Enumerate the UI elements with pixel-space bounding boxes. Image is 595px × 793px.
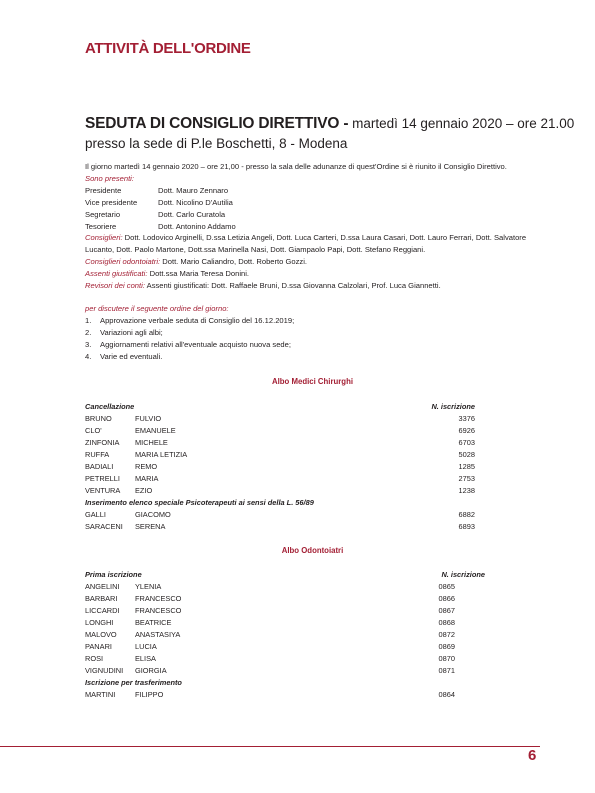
subsection-label: Inserimento elenco speciale Psicoterapeuti ai sensi della L. 56/89 xyxy=(85,498,314,507)
agenda-item xyxy=(85,351,555,363)
agenda-item xyxy=(85,327,555,339)
consiglieri-paragraph xyxy=(85,232,555,256)
surname-cell: ANGELINI xyxy=(85,582,120,591)
number-cell: 2753 xyxy=(458,474,475,483)
table-row xyxy=(85,617,475,629)
meeting-title: SEDUTA DI CONSIGLIO DIRETTIVO - xyxy=(85,115,349,132)
agenda-label: per discutere il seguente ordine del giorno: xyxy=(85,303,229,313)
surname-cell: PANARI xyxy=(85,642,112,651)
name-cell: FRANCESCO xyxy=(135,606,182,615)
name-cell: EZIO xyxy=(135,486,153,495)
agenda-number: 1. xyxy=(85,315,92,325)
number-cell: 1238 xyxy=(458,486,475,495)
assenti-text: Dott.ssa Maria Teresa Donini. xyxy=(147,269,250,279)
officer-row xyxy=(85,197,555,209)
col-cancellazione: Cancellazione xyxy=(85,402,135,411)
number-cell: 6926 xyxy=(458,426,475,435)
surname-cell: VENTURA xyxy=(85,486,121,495)
name-cell: MARIA LETIZIA xyxy=(135,450,188,459)
subsection-label: Iscrizione per trasferimento xyxy=(85,678,182,687)
surname-cell: RUFFA xyxy=(85,450,110,459)
table-row xyxy=(85,605,475,617)
agenda-text: Aggiornamenti relativi all'eventuale acquisto nuova sede; xyxy=(100,339,291,349)
odontoiatri-paragraph xyxy=(85,256,555,268)
col-n-iscrizione: N. iscrizione xyxy=(441,570,485,579)
name-cell: MICHELE xyxy=(135,438,168,447)
albo-medici-table xyxy=(85,401,475,533)
number-cell: 6893 xyxy=(458,522,475,531)
officer-role: Tesoriere xyxy=(85,221,117,231)
number-cell: 6882 xyxy=(458,510,475,519)
name-cell: ANASTASIYA xyxy=(135,630,181,639)
surname-cell: MARTINI xyxy=(85,690,116,699)
table-row xyxy=(85,641,475,653)
table-row xyxy=(85,653,475,665)
officers-list xyxy=(85,185,555,233)
name-cell: GIACOMO xyxy=(135,510,171,519)
number-cell: 0870 xyxy=(438,654,455,663)
agenda-item xyxy=(85,339,555,351)
col-prima-iscrizione: Prima iscrizione xyxy=(85,570,142,579)
table-row xyxy=(85,593,475,605)
footer-divider xyxy=(0,746,540,747)
surname-cell: BADIALI xyxy=(85,462,114,471)
officer-name: Dott. Antonino Addamo xyxy=(158,221,236,231)
name-cell: FULVIO xyxy=(135,414,162,423)
agenda-number: 2. xyxy=(85,327,92,337)
officer-row xyxy=(85,209,555,221)
surname-cell: MALOVO xyxy=(85,630,117,639)
table-row xyxy=(85,521,475,533)
surname-cell: ZINFONIA xyxy=(85,438,120,447)
table-header xyxy=(85,401,475,413)
meeting-heading xyxy=(85,113,575,153)
table-row xyxy=(85,449,475,461)
assenti-label: Assenti giustificati: xyxy=(85,269,148,279)
surname-cell: CLO' xyxy=(85,426,102,435)
agenda-text: Varie ed eventuali. xyxy=(100,351,163,361)
name-cell: LUCIA xyxy=(135,642,157,651)
name-cell: EMANUELE xyxy=(135,426,176,435)
number-cell: 0867 xyxy=(438,606,455,615)
consiglieri-text: Dott. Lodovico Arginelli, D.ssa Letizia Angeli, Dott. Luca Carteri, D.ssa Laura Casari, Dott. Lauro Ferrari, Dott. Salvatore Lucanto, Dott. Paolo Martone, Dott.ssa Marinella Nasi, Dott. Giampaolo Papi, Dott. Stefano Reggiani. xyxy=(85,233,527,255)
table-row xyxy=(85,665,475,677)
surname-cell: BARBARI xyxy=(85,594,118,603)
revisori-paragraph xyxy=(85,280,555,292)
name-cell: FRANCESCO xyxy=(135,594,182,603)
table-row xyxy=(85,581,475,593)
number-cell: 0866 xyxy=(438,594,455,603)
table-row xyxy=(85,689,475,701)
table-row xyxy=(85,629,475,641)
surname-cell: BRUNO xyxy=(85,414,112,423)
col-n-iscrizione: N. iscrizione xyxy=(431,402,475,411)
number-cell: 5028 xyxy=(458,450,475,459)
officer-name: Dott. Carlo Curatola xyxy=(158,209,226,219)
table-row xyxy=(85,413,475,425)
table-row xyxy=(85,509,475,521)
officer-name: Dott. Mauro Zennaro xyxy=(158,185,229,195)
table-row xyxy=(85,461,475,473)
table-row xyxy=(85,437,475,449)
agenda-list xyxy=(85,315,555,363)
section-title: ATTIVITÀ DELL'ORDINE xyxy=(85,40,251,57)
number-cell: 0869 xyxy=(438,642,455,651)
officer-row xyxy=(85,185,555,197)
surname-cell: LICCARDI xyxy=(85,606,120,615)
surname-cell: SARACENI xyxy=(85,522,123,531)
officer-role: Vice presidente xyxy=(85,197,138,207)
table-row xyxy=(85,473,475,485)
agenda-text: Variazioni agli albi; xyxy=(100,327,163,337)
agenda-item xyxy=(85,315,555,327)
name-cell: MARIA xyxy=(135,474,159,483)
surname-cell: ROSI xyxy=(85,654,104,663)
name-cell: YLENIA xyxy=(135,582,162,591)
officer-name: Dott. Nicolino D'Autilia xyxy=(158,197,233,207)
consiglieri-label: Consiglieri: xyxy=(85,233,123,243)
officer-role: Presidente xyxy=(85,185,122,195)
name-cell: SERENA xyxy=(135,522,166,531)
name-cell: BEATRICE xyxy=(135,618,172,627)
number-cell: 3376 xyxy=(458,414,475,423)
number-cell: 1285 xyxy=(458,462,475,471)
number-cell: 0868 xyxy=(438,618,455,627)
officer-row xyxy=(85,221,555,233)
odontoiatri-text: Dott. Mario Caliandro, Dott. Roberto Gozzi. xyxy=(160,257,308,267)
table-row xyxy=(85,485,475,497)
table-row xyxy=(85,425,475,437)
agenda-number: 3. xyxy=(85,339,92,349)
minutes-body xyxy=(85,161,555,363)
number-cell: 0872 xyxy=(438,630,455,639)
table-header xyxy=(85,569,485,581)
number-cell: 6703 xyxy=(458,438,475,447)
present-label: Sono presenti: xyxy=(85,173,134,183)
odontoiatri-label: Consiglieri odontoiatri: xyxy=(85,257,161,267)
surname-cell: PETRELLI xyxy=(85,474,120,483)
name-cell: GIORGIA xyxy=(135,666,167,675)
intro-text: Il giorno martedì 14 gennaio 2020 – ore 21,00 - presso la sala delle adunanze di quest'Ordine si è riunito il Consiglio Direttivo. xyxy=(85,162,507,171)
number-cell: 0865 xyxy=(438,582,455,591)
number-cell: 0864 xyxy=(438,690,455,699)
meeting-date: martedì 14 gennaio 2020 – ore 21.00 xyxy=(348,116,575,131)
meeting-place: presso la sede di P.le Boschetti, 8 - Modena xyxy=(85,136,348,151)
albo-odontoiatri-table xyxy=(85,569,485,701)
agenda-number: 4. xyxy=(85,351,92,361)
revisori-label: Revisori dei conti: xyxy=(85,281,145,291)
number-cell: 0871 xyxy=(438,666,455,675)
surname-cell: LONGHI xyxy=(85,618,114,627)
surname-cell: GALLI xyxy=(85,510,106,519)
surname-cell: VIGNUDINI xyxy=(85,666,124,675)
revisori-text: Assenti giustificati: Dott. Raffaele Bruni, D.ssa Giovanna Calzolari, Prof. Luca Giannetti. xyxy=(144,281,441,291)
albo-medici-title: Albo Medici Chirurghi xyxy=(272,377,353,386)
albo-odontoiatri-title: Albo Odontoiatri xyxy=(281,546,344,555)
name-cell: ELISA xyxy=(135,654,156,663)
agenda-text: Approvazione verbale seduta di Consiglio del 16.12.2019; xyxy=(100,315,295,325)
name-cell: FILIPPO xyxy=(135,690,164,699)
page-number: 6 xyxy=(528,747,537,764)
officer-role: Segretario xyxy=(85,209,121,219)
name-cell: REMO xyxy=(135,462,158,471)
assenti-paragraph xyxy=(85,268,555,280)
